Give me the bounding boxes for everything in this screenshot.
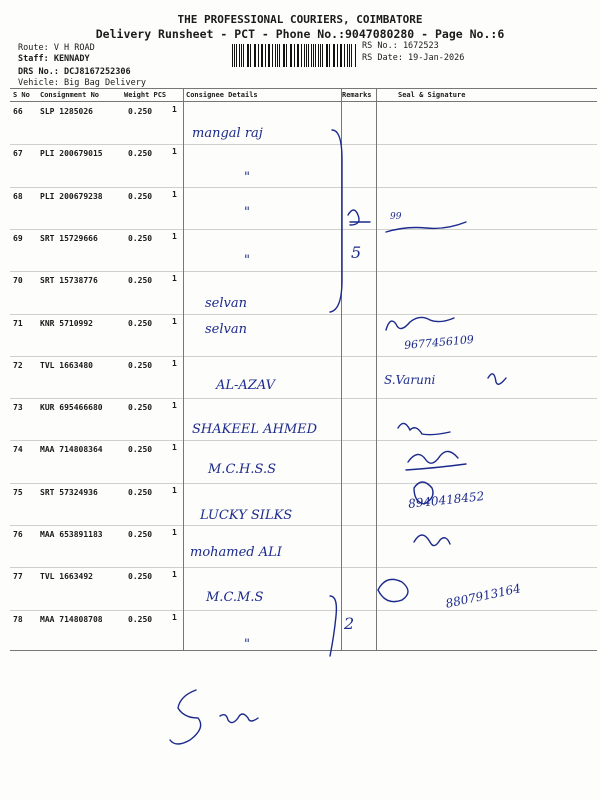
seal-signature-73: [398, 423, 450, 434]
row-consignment-no: PLI 200679238: [40, 191, 103, 201]
row-sno: 77: [13, 572, 23, 582]
handwritten-consignee-name: selvan: [205, 296, 247, 311]
row-consignment-no: TVL 1663492: [40, 572, 93, 582]
row-consignment-no: MAA 714808364: [40, 445, 103, 455]
row-pcs: 1: [172, 612, 177, 622]
row-weight: 0.250: [128, 530, 153, 539]
seal-signature-76: [414, 535, 450, 546]
row-sno: 71: [13, 318, 23, 328]
handwritten-consignee-name: selvan: [205, 322, 247, 337]
row-consignment-no: MAA 653891183: [40, 530, 103, 539]
rs-date: RS Date: 19-Jan-2026: [362, 53, 465, 63]
row-pcs: 1: [172, 358, 177, 368]
row-consignment-no: TVL 1663480: [40, 360, 93, 370]
row-pcs: 1: [172, 570, 177, 580]
row-consignment-no: KUR 695466680: [40, 403, 103, 413]
handwritten-consignee-name: LUCKY SILKS: [200, 508, 293, 523]
row-sno: 66: [13, 107, 23, 116]
row-weight: 0.250: [128, 445, 153, 455]
row-sno: 76: [13, 530, 23, 539]
row-sno: 67: [13, 149, 23, 159]
row-pcs: 1: [172, 189, 177, 199]
row-weight: 0.250: [128, 360, 153, 370]
handwritten-consignee-name: ": [244, 205, 250, 220]
rs-number: RS No.: 1672523: [362, 41, 439, 51]
row-pcs: 1: [172, 485, 177, 495]
row-weight: 0.250: [128, 276, 153, 286]
row-consignment-no: KNR 5710992: [40, 318, 93, 328]
row-consignment-no: SRT 57324936: [40, 487, 98, 497]
seal-signature-75: [414, 482, 433, 504]
row-pcs: 1: [172, 147, 177, 157]
row-pcs: 1: [172, 401, 177, 411]
row-sno: 75: [13, 487, 23, 497]
row-sno: 78: [13, 614, 23, 624]
route-label: Route: V H ROAD: [18, 43, 95, 53]
row-consignment-no: PLI 200679015: [40, 149, 103, 159]
remark-count-1: 5: [351, 243, 362, 262]
bracket-rows-66-70: [330, 130, 342, 312]
remark-count-2: 2: [344, 614, 355, 633]
handwritten-consignee-name: mohamed ALI: [190, 545, 282, 560]
remark-mark-68: [348, 210, 370, 225]
row-sno: 68: [13, 191, 23, 201]
col-header-remarks: Remarks: [342, 91, 372, 99]
seal-scribble-69: [386, 222, 466, 232]
row-pcs: 1: [172, 274, 177, 284]
seal-signature-74: [406, 451, 466, 470]
bracket-rows-77-78: [330, 596, 336, 656]
runsheet-subtitle: Delivery Runsheet - PCT - Phone No.:9047080280 - Page No.:6: [95, 27, 505, 41]
handwritten-consignee-name: M.C.M.S: [206, 590, 264, 605]
col-header-consignee: Consignee Details: [186, 91, 258, 99]
handwritten-consignee-name: ": [244, 253, 250, 268]
row-consignment-no: SLP 1285026: [40, 107, 93, 116]
row-weight: 0.250: [128, 233, 153, 243]
row-weight: 0.250: [128, 614, 153, 624]
seal-phone-75: 8940418452: [407, 489, 485, 511]
row-weight: 0.250: [128, 403, 153, 413]
col-header-sno: S No: [13, 91, 30, 99]
row-weight: 0.250: [128, 149, 153, 159]
handwritten-consignee-name: AL-AZAV: [216, 378, 275, 393]
col-header-weight-pcs: Weight PCS: [124, 91, 167, 99]
seal-name-72: S.Varuni: [384, 373, 436, 387]
vehicle-label: Vehicle: Big Bag Delivery: [18, 78, 146, 88]
staff-signature: [170, 690, 258, 744]
col-header-consignment: Consignment No: [40, 91, 100, 99]
drs-number: DRS No.: DCJ8167252306: [18, 67, 131, 77]
handwritten-consignee-name: M.C.H.S.S: [208, 462, 277, 477]
handwritten-consignee-name: mangal raj: [192, 126, 263, 141]
row-weight: 0.250: [128, 107, 153, 116]
seal-phone-71: 9677456109: [403, 332, 475, 353]
seal-note-69: 99: [390, 212, 402, 222]
row-pcs: 1: [172, 528, 177, 537]
row-pcs: 1: [172, 443, 177, 453]
row-sno: 69: [13, 233, 23, 243]
row-consignment-no: SRT 15729666: [40, 233, 98, 243]
row-sno: 70: [13, 276, 23, 286]
row-weight: 0.250: [128, 318, 153, 328]
seal-signature-77: [378, 579, 408, 601]
row-pcs: 1: [172, 105, 177, 114]
row-consignment-no: MAA 714808708: [40, 614, 103, 624]
seal-signature-71: [386, 317, 454, 330]
col-header-seal: Seal & Signature: [398, 91, 466, 99]
seal-phone-77: 8807913164: [444, 581, 522, 611]
row-consignment-no: SRT 15738776: [40, 276, 98, 286]
handwritten-consignee-name: ": [244, 170, 250, 185]
row-sno: 72: [13, 360, 23, 370]
handwritten-consignee-name: ": [244, 637, 250, 652]
row-pcs: 1: [172, 231, 177, 241]
row-weight: 0.250: [128, 487, 153, 497]
company-title: THE PROFESSIONAL COURIERS, COIMBATORE: [177, 13, 423, 26]
row-weight: 0.250: [128, 572, 153, 582]
row-sno: 74: [13, 445, 23, 455]
handwritten-consignee-name: SHAKEEL AHMED: [192, 422, 318, 437]
row-weight: 0.250: [128, 191, 153, 201]
row-sno: 73: [13, 403, 23, 413]
seal-signature-72: [488, 374, 506, 384]
row-pcs: 1: [172, 316, 177, 326]
staff-label: Staff: KENNADY: [18, 54, 90, 64]
